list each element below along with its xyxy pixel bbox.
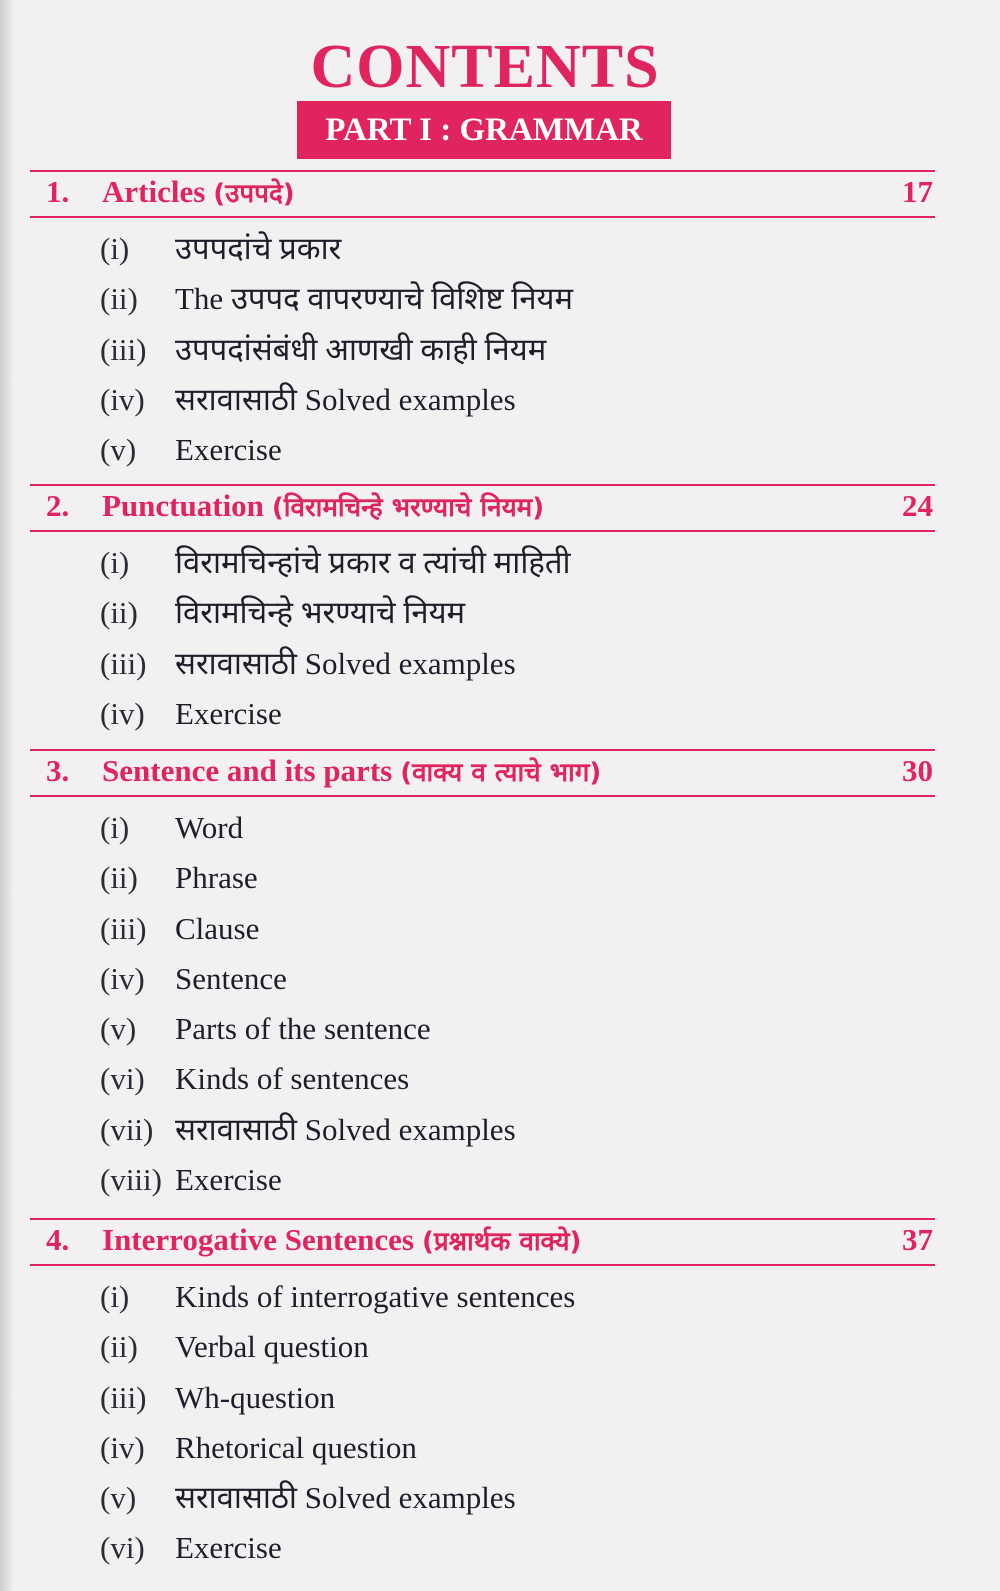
chapter-title-text: Sentence and its parts <box>102 753 393 788</box>
item-number: (i) <box>100 545 130 580</box>
item-text: उपपदांचे प्रकार <box>175 231 342 266</box>
item-number: (i) <box>100 810 130 845</box>
item-text: सरावासाठी Solved examples <box>175 645 516 681</box>
chapter-heading <box>30 1218 935 1266</box>
item-number: (vi) <box>100 1061 145 1097</box>
page-edge-shadow <box>0 0 14 1591</box>
topic-list <box>30 538 935 739</box>
list-item <box>30 1523 935 1573</box>
chapter-number: 1. <box>46 174 70 209</box>
list-item <box>30 1004 935 1054</box>
chapter-title <box>102 753 601 789</box>
chapter-page-number: 30 <box>902 753 933 788</box>
item-number: (vi) <box>100 1530 145 1566</box>
chapter-4 <box>30 1218 935 1574</box>
topic-list <box>30 1272 935 1574</box>
chapter-heading <box>30 484 935 532</box>
chapter-2 <box>30 484 935 739</box>
list-item <box>30 1473 935 1523</box>
chapter-subtitle: (उपपदे) <box>213 179 295 209</box>
chapter-subtitle: (विरामचिन्हे भरण्याचे नियम) <box>271 493 545 523</box>
list-item <box>30 538 935 588</box>
list-item <box>30 1155 935 1205</box>
item-number: (v) <box>100 1480 137 1516</box>
chapter-heading <box>30 170 935 218</box>
list-item <box>30 689 935 739</box>
list-item <box>30 1272 935 1322</box>
item-number: (iv) <box>100 695 145 731</box>
list-item <box>30 954 935 1004</box>
item-number: (iii) <box>100 645 147 681</box>
item-text: सरावासाठी Solved examples <box>175 1480 516 1516</box>
topic-list <box>30 803 935 1205</box>
item-number: (i) <box>100 231 130 266</box>
item-text: सरावासाठी Solved examples <box>175 1111 516 1147</box>
chapter-number: 4. <box>46 1222 70 1257</box>
chapter-page-number: 17 <box>902 174 933 209</box>
chapter-title <box>102 1222 581 1258</box>
list-item <box>30 274 935 324</box>
list-item <box>30 1423 935 1473</box>
chapter-title <box>102 488 544 524</box>
list-item <box>30 1105 935 1155</box>
item-text: Parts of the sentence <box>175 1011 431 1047</box>
item-text: Wh-question <box>175 1379 336 1415</box>
item-text: विरामचिन्हे भरण्याचे नियम <box>175 595 466 631</box>
chapter-number: 2. <box>46 488 70 523</box>
chapter-page-number: 24 <box>902 488 933 523</box>
item-text: Phrase <box>175 860 258 896</box>
list-item <box>30 639 935 689</box>
chapter-number: 3. <box>46 753 70 788</box>
item-text: Exercise <box>175 1162 282 1198</box>
list-item <box>30 803 935 853</box>
list-item <box>30 1373 935 1423</box>
item-number: (v) <box>100 432 137 468</box>
chapter-title <box>102 174 295 210</box>
item-number: (ii) <box>100 281 138 317</box>
item-number: (iii) <box>100 1379 147 1415</box>
item-text: Exercise <box>175 1530 282 1566</box>
list-item <box>30 375 935 425</box>
item-number: (ii) <box>100 860 138 896</box>
list-item <box>30 1054 935 1104</box>
item-number: (i) <box>100 1279 130 1314</box>
item-number: (ii) <box>100 595 138 631</box>
item-text: The उपपद वापरण्याचे विशिष्ट नियम <box>175 281 574 317</box>
chapter-subtitle: (वाक्य व त्याचे भाग) <box>400 758 602 788</box>
item-number: (iv) <box>100 1429 145 1465</box>
item-text: सरावासाठी Solved examples <box>175 381 516 417</box>
chapter-title-text: Punctuation <box>102 488 264 523</box>
chapter-1 <box>30 170 935 475</box>
chapter-page-number: 37 <box>902 1222 933 1257</box>
item-text: Kinds of sentences <box>175 1061 410 1097</box>
list-item <box>30 853 935 903</box>
item-text: Verbal question <box>175 1329 369 1365</box>
item-text: उपपदांसंबंधी आणखी काही नियम <box>175 331 547 367</box>
chapter-heading <box>30 749 935 797</box>
item-text: Clause <box>175 910 260 946</box>
chapter-subtitle: (प्रश्नार्थक वाक्ये) <box>421 1227 582 1257</box>
item-number: (iv) <box>100 381 145 417</box>
part-label-box: PART I : GRAMMAR <box>297 101 671 159</box>
item-text: Rhetorical question <box>175 1429 417 1465</box>
item-number: (ii) <box>100 1329 138 1365</box>
list-item <box>30 904 935 954</box>
item-text: Exercise <box>175 695 282 731</box>
chapter-title-text: Interrogative Sentences <box>102 1222 414 1257</box>
list-item <box>30 588 935 638</box>
page-title: CONTENTS <box>310 33 660 101</box>
item-number: (v) <box>100 1011 137 1047</box>
item-number: (vii) <box>100 1111 154 1147</box>
item-text: Word <box>175 810 244 845</box>
item-number: (viii) <box>100 1162 162 1198</box>
list-item <box>30 325 935 375</box>
item-number: (iii) <box>100 910 147 946</box>
item-text: Exercise <box>175 432 282 468</box>
item-text: Kinds of interrogative sentences <box>175 1279 576 1314</box>
list-item <box>30 1322 935 1372</box>
item-text: विरामचिन्हांचे प्रकार व त्यांची माहिती <box>175 545 571 580</box>
item-number: (iv) <box>100 960 145 996</box>
item-text: Sentence <box>175 960 287 996</box>
chapter-3 <box>30 749 935 1205</box>
chapter-title-text: Articles <box>102 174 206 209</box>
list-item <box>30 425 935 475</box>
topic-list <box>30 224 935 475</box>
list-item <box>30 224 935 274</box>
item-number: (iii) <box>100 331 147 367</box>
